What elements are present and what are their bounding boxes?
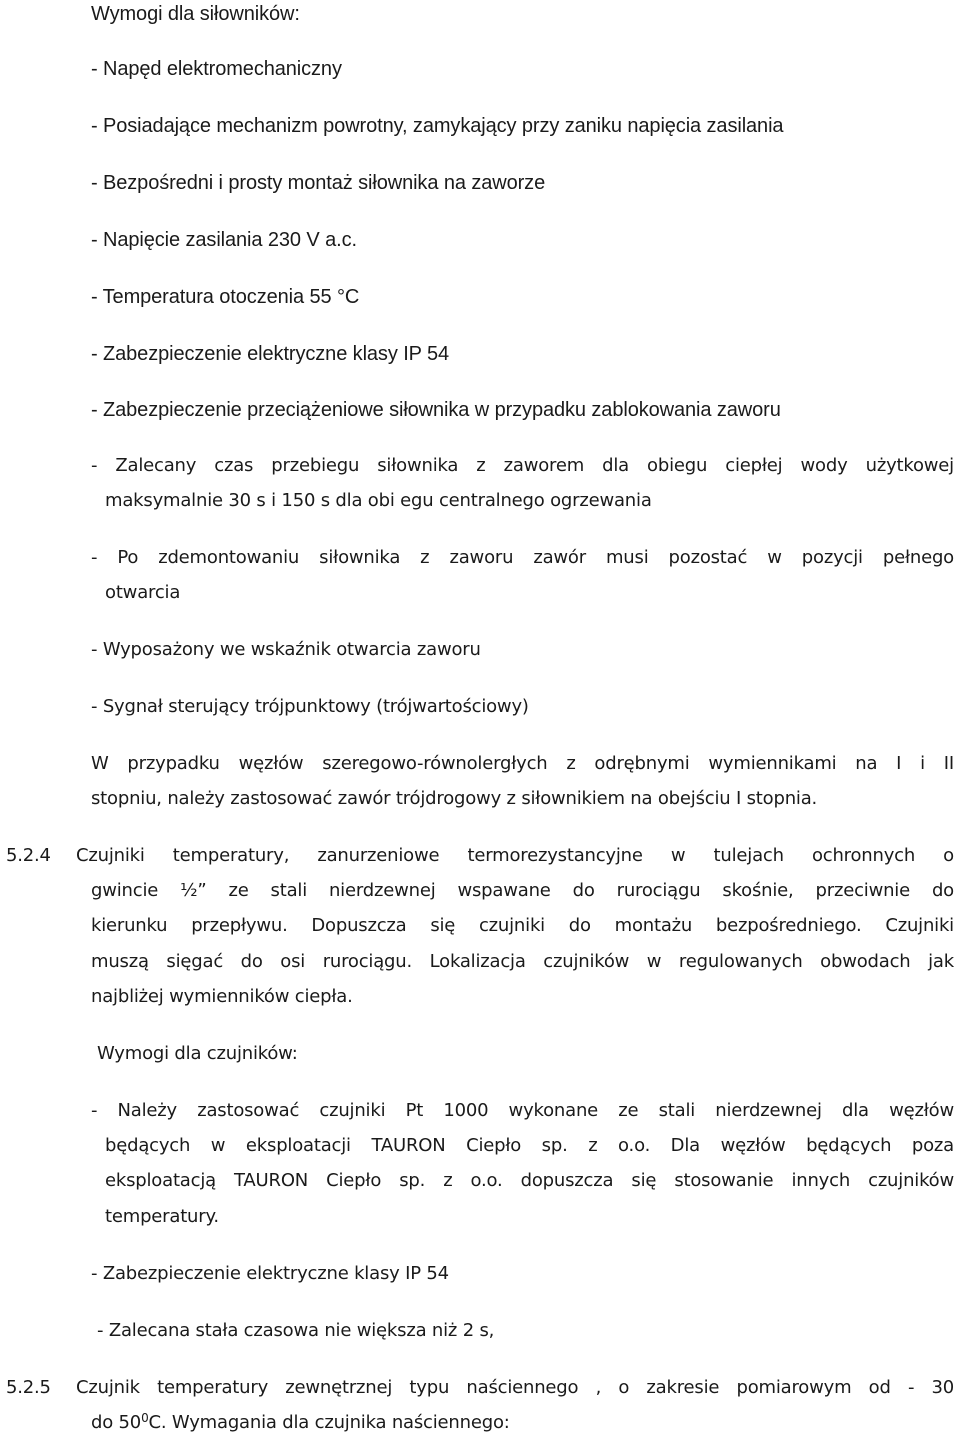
series-parallel-note-text: W przypadku węzłów szeregowo-równolergłych z odrębnymi wymiennikami na I i II <box>91 753 954 774</box>
actuator-requirement-drive: - Napęd elektromechaniczny <box>91 58 342 80</box>
actuator-requirement-overload-protection: - Zabezpieczenie przeciążeniowe siłownika w przypadku zablokowania zaworu <box>91 399 781 421</box>
section-5-2-4-line3-text: kierunku przepływu. Dopuszcza się czujniki do montażu bezpośredniego. Czujniki <box>91 915 954 936</box>
stroke-time-text: - Zalecany czas przebiegu siłownika z zaworem dla obiegu ciepłej wody użytkowej <box>91 455 954 476</box>
degree-superscript: 0 <box>141 1411 149 1425</box>
actuator-requirement-ambient-temperature: - Temperatura otoczenia 55 °C <box>91 286 360 308</box>
section-5-2-4-line2-text: gwincie ½” ze stali nierdzewnej wspawane do rurociągu skośnie, przeciwnie do <box>91 880 954 901</box>
actuator-requirement-mounting: - Bezpośredni i prosty montaż siłownika na zaworze <box>91 172 546 194</box>
sensor-requirement-ip-rating: - Zabezpieczenie elektryczne klasy IP 54 <box>91 1263 449 1284</box>
actuator-requirement-control-signal: - Sygnał sterujący trójpunktowy (trójwartościowy) <box>91 696 529 717</box>
section-5-2-4-line4-text: muszą sięgać do osi rurociągu. Lokalizacja czujników w regulowanych obwodach jak <box>91 951 954 972</box>
sensor-requirement-pt1000-line2 <box>105 1134 954 1158</box>
actuator-requirement-return-mechanism: - Posiadające mechanizm powrotny, zamykający przy zaniku napięcia zasilania <box>91 115 784 137</box>
sensor-requirement-pt1000-line4: temperatury. <box>105 1206 219 1227</box>
sensor-requirement-pt1000-line3 <box>105 1169 954 1193</box>
sensor-requirement-pt1000-line2-text: będących w eksploatacji TAURON Ciepło sp. z o.o. Dla węzłów będących poza <box>105 1135 954 1156</box>
sensor-requirement-pt1000-line1 <box>91 1099 954 1123</box>
section-5-2-5-line2-pre: do 50 <box>91 1412 142 1433</box>
section-5-2-5-line2-post: C. Wymagania dla czujnika naściennego: <box>148 1412 510 1433</box>
sensor-requirement-time-constant: - Zalecana stała czasowa nie większa niż 2 s, <box>97 1320 495 1341</box>
section-number-5-2-4: 5.2.4 <box>6 845 51 866</box>
section-5-2-5-line1 <box>76 1376 954 1400</box>
section-5-2-5-line1-text: Czujnik temperatury zewnętrznej typu naściennego , o zakresie pomiarowym od - 30 <box>76 1377 954 1398</box>
sensor-requirement-pt1000-line3-text: eksploatacją TAURON Ciepło sp. z o.o. dopuszcza się stosowanie innych czujników <box>105 1170 954 1191</box>
section-5-2-5-line2 <box>91 1411 510 1435</box>
actuator-requirement-stroke-time-line1 <box>91 454 954 478</box>
actuator-requirement-ip-rating: - Zabezpieczenie elektryczne klasy IP 54 <box>91 343 450 365</box>
sensor-requirement-pt1000-line1-text: - Należy zastosować czujniki Pt 1000 wykonane ze stali nierdzewnej dla węzłów <box>91 1100 954 1121</box>
actuators-heading: Wymogi dla siłowników: <box>91 3 300 25</box>
series-parallel-note-line2: stopniu, należy zastosować zawór trójdrogowy z siłownikiem na obejściu I stopnia. <box>91 788 818 809</box>
section-5-2-4-line3 <box>91 914 954 938</box>
section-5-2-4-line1-text: Czujniki temperatury, zanurzeniowe termorezystancyjne w tulejach ochronnych o <box>76 845 954 866</box>
actuator-requirement-stroke-time-line2: maksymalnie 30 s i 150 s dla obi egu centralnego ogrzewania <box>105 490 652 511</box>
actuator-requirement-dismount-line2: otwarcia <box>105 582 181 603</box>
section-5-2-4-line1 <box>76 844 954 868</box>
sensors-heading: Wymogi dla czujników: <box>97 1043 298 1064</box>
actuator-requirement-voltage: - Napięcie zasilania 230 V a.c. <box>91 229 357 251</box>
dismount-text: - Po zdemontowaniu siłownika z zaworu zawór musi pozostać w pozycji pełnego <box>91 547 954 568</box>
section-5-2-4-line5: najbliżej wymienników ciepła. <box>91 986 353 1007</box>
series-parallel-note-line1 <box>91 752 954 776</box>
actuator-requirement-dismount-line1 <box>91 546 954 570</box>
section-5-2-4-line2 <box>91 879 954 903</box>
section-5-2-4-line4 <box>91 950 954 974</box>
actuator-requirement-indicator: - Wyposażony we wskaźnik otwarcia zaworu <box>91 639 481 660</box>
section-number-5-2-5: 5.2.5 <box>6 1377 51 1398</box>
